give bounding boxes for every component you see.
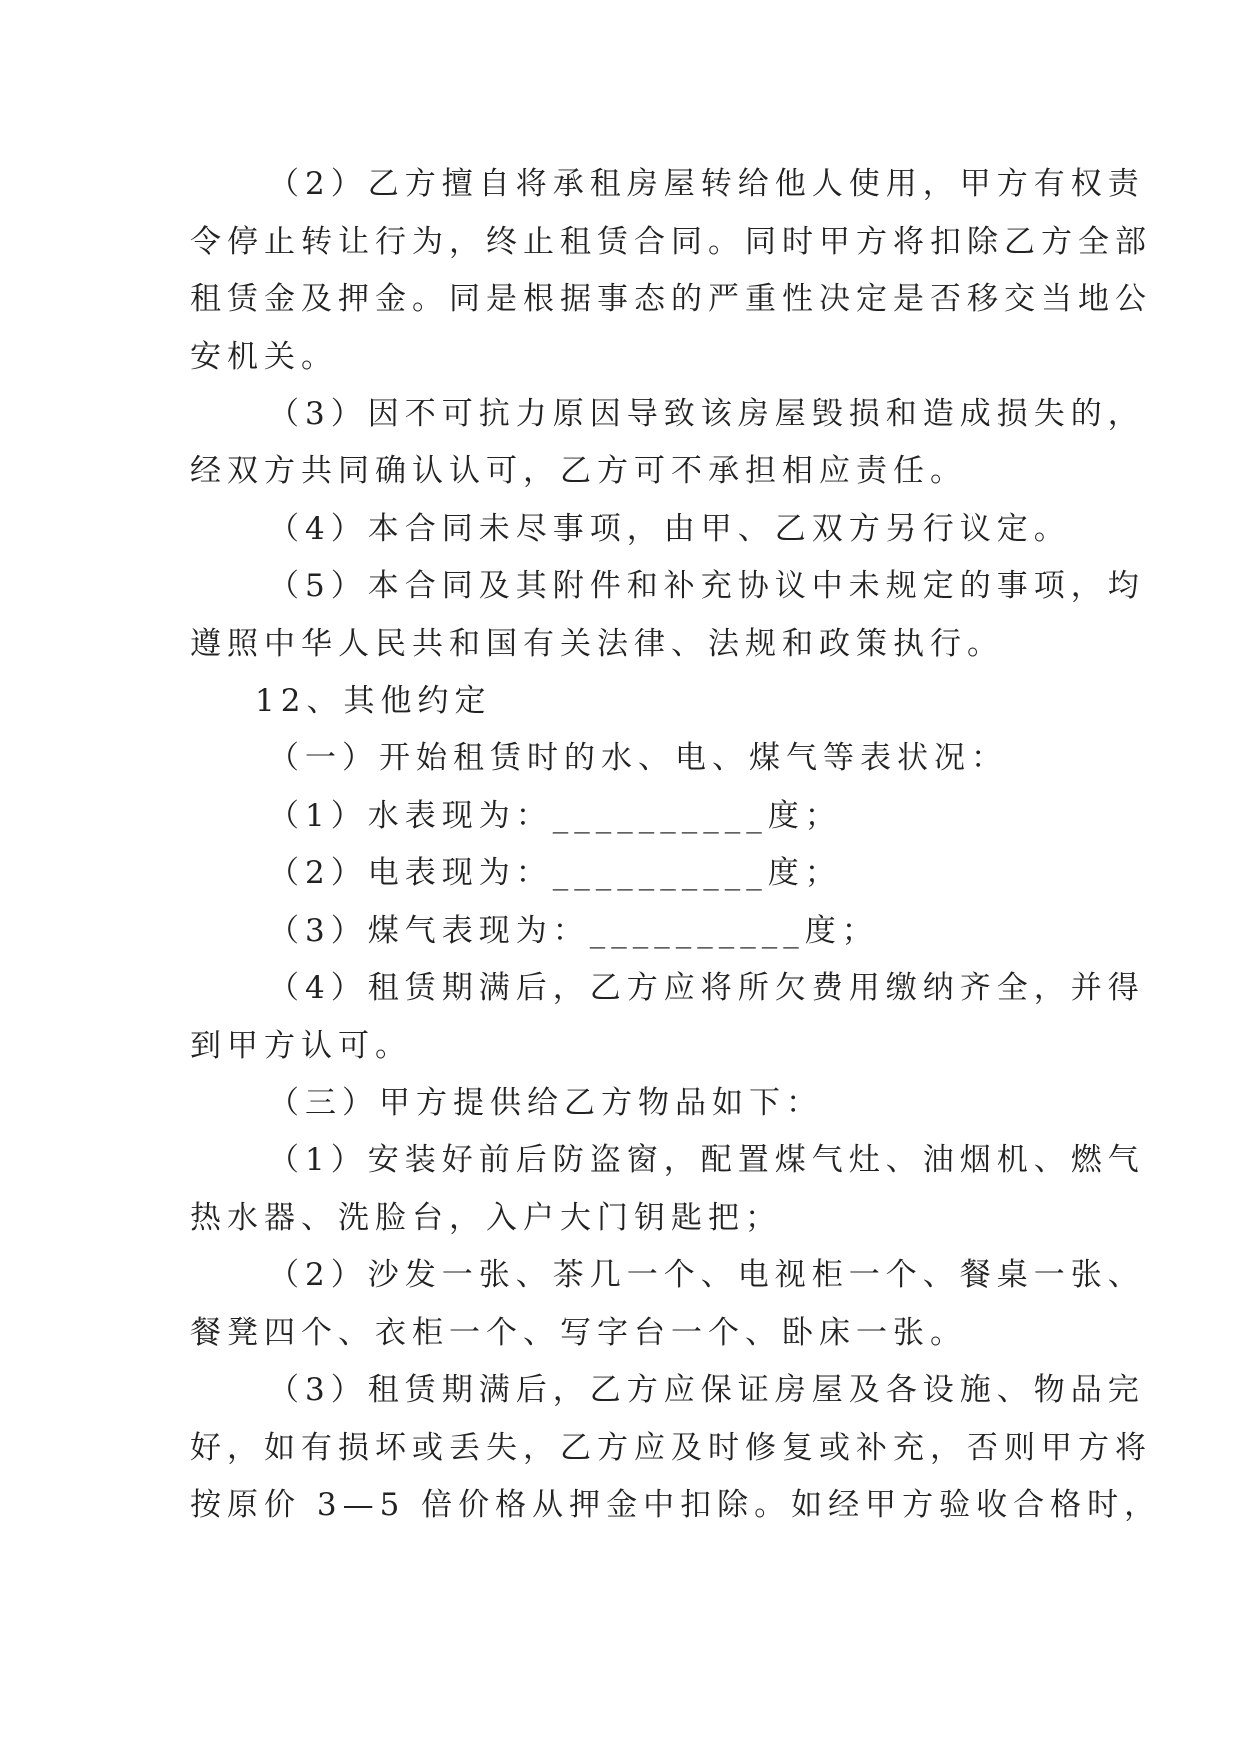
paragraph-line: 到甲方认可。 <box>190 1028 412 1064</box>
paragraph-line: （5）本合同及其附件和补充协议中未规定的事项，均 <box>268 568 1145 604</box>
meter-reading-water: （1）水表现为：__________度； <box>268 798 842 834</box>
paragraph-line: 按原价 3—5 倍价格从押金中扣除。如经甲方验收合格时， <box>190 1487 1162 1523</box>
paragraph-line: 租赁金及押金。同是根据事态的严重性决定是否移交当地公 <box>190 281 1152 317</box>
paragraph-line: 遵照中华人民共和国有关法律、法规和政策执行。 <box>190 626 1004 662</box>
paragraph-line: （4）本合同未尽事项，由甲、乙双方另行议定。 <box>268 511 1071 547</box>
paragraph-line: 餐凳四个、衣柜一个、写字台一个、卧床一张。 <box>190 1315 967 1351</box>
meter-reading-electric: （2）电表现为：__________度； <box>268 855 842 891</box>
paragraph-line: （一）开始租赁时的水、电、煤气等表状况： <box>268 740 1008 776</box>
paragraph-line: 热水器、洗脸台，入户大门钥匙把； <box>190 1200 782 1236</box>
paragraph-line: （3）租赁期满后，乙方应保证房屋及各设施、物品完 <box>268 1372 1145 1408</box>
section-heading: 12、其他约定 <box>255 683 492 719</box>
paragraph-line: 经双方共同确认认可，乙方可不承担相应责任。 <box>190 453 967 489</box>
paragraph-line: 安机关。 <box>190 339 338 375</box>
paragraph-line: （1）安装好前后防盗窗，配置煤气灶、油烟机、燃气 <box>268 1142 1145 1178</box>
paragraph-line: （三）甲方提供给乙方物品如下： <box>268 1085 823 1121</box>
paragraph-line: 好，如有损坏或丢失，乙方应及时修复或补充，否则甲方将 <box>190 1430 1152 1466</box>
meter-reading-gas: （3）煤气表现为：__________度； <box>268 913 879 949</box>
paragraph-line: （3）因不可抗力原因导致该房屋毁损和造成损失的， <box>268 396 1145 432</box>
paragraph-line: 令停止转让行为，终止租赁合同。同时甲方将扣除乙方全部 <box>190 224 1152 260</box>
paragraph-line: （2）乙方擅自将承租房屋转给他人使用，甲方有权责 <box>268 166 1145 202</box>
paragraph-line: （4）租赁期满后，乙方应将所欠费用缴纳齐全，并得 <box>268 970 1145 1006</box>
paragraph-line: （2）沙发一张、茶几一个、电视柜一个、餐桌一张、 <box>268 1257 1145 1293</box>
